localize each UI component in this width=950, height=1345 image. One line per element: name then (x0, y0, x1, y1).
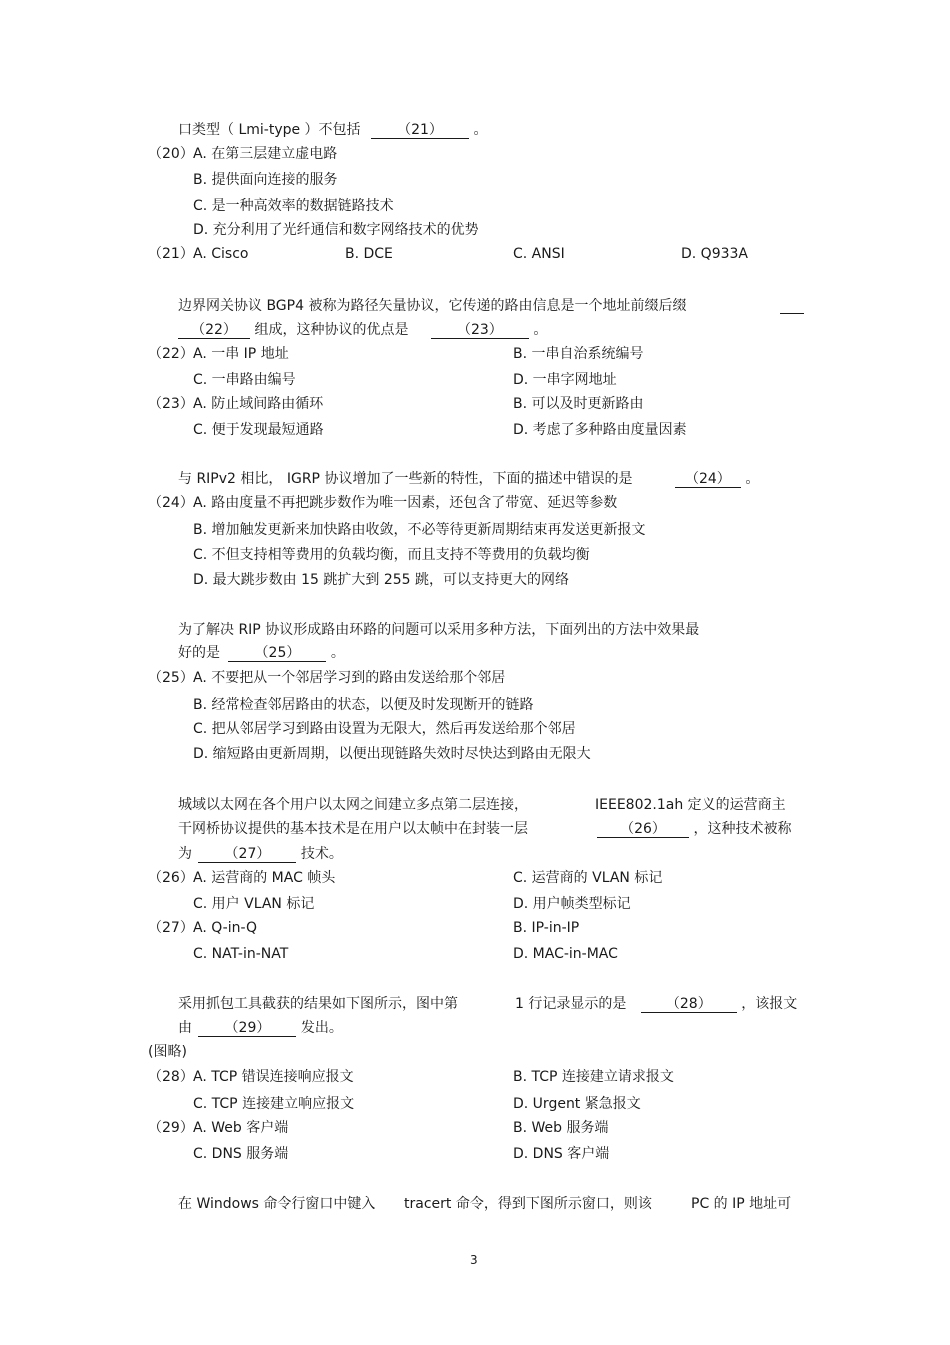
option-26-b: C. 运营商的 VLAN 标记 (513, 870, 663, 886)
answer-blank-26: （26） (597, 821, 689, 838)
option-21-d: D. Q933A (681, 246, 748, 262)
option-26-a: A. 运营商的 MAC 帧头 (193, 870, 336, 886)
stem-text: 与 RIPv2 相比， IGRP 协议增加了一些新的特性，下面的描述中错误的是 (178, 471, 633, 487)
figure-omitted-note: (图略) (148, 1044, 187, 1060)
option-25-b: B. 经常检查邻居路由的状态，以便及时发现断开的链路 (193, 697, 534, 713)
option-24-b: B. 增加触发更新来加快路由收敛，不必等待更新周期结束再发送更新报文 (193, 522, 646, 538)
option-21-c: C. ANSI (513, 246, 565, 262)
option-22-b: B. 一串自治系统编号 (513, 346, 644, 362)
option-23-a: A. 防止域间路由循环 (193, 396, 324, 412)
stem-text: ，这种技术被称 (693, 821, 792, 837)
answer-blank-23: （23） (431, 322, 529, 339)
stem-end: 。 (745, 471, 760, 487)
answer-blank-24: （24） (675, 471, 741, 488)
answer-blank-27: （27） (198, 846, 296, 863)
question-stem-26-b: IEEE802.1ah 定义的运营商主 (595, 797, 786, 813)
question-stem-28-line2 (178, 1019, 343, 1037)
option-22-d: D. 一串字网地址 (513, 372, 617, 388)
question-number-22: （22） (148, 346, 194, 362)
question-number-26: （26） (148, 870, 194, 886)
option-28-d: D. Urgent 紧急报文 (513, 1096, 641, 1112)
option-29-b: B. Web 服务端 (513, 1120, 609, 1136)
question-stem-26-line2b (597, 820, 791, 838)
question-stem-28: 采用抓包工具截获的结果如下图所示，图中第 (178, 996, 458, 1012)
option-20-d: D. 充分利用了光纤通信和数字网络技术的优势 (193, 222, 479, 238)
option-28-a: A. TCP 错误连接响应报文 (193, 1069, 354, 1085)
option-23-c: C. 便于发现最短通路 (193, 422, 324, 438)
option-27-d: D. MAC-in-MAC (513, 946, 618, 962)
option-25-a: A. 不要把从一个邻居学习到的路由发送给那个邻居 (193, 670, 506, 686)
stem-text: 口类型（ Lmi-type ）不包括 (178, 122, 361, 138)
answer-blank-29: （29） (198, 1020, 296, 1037)
question-stem-26-line3 (178, 845, 343, 863)
option-27-a: A. Q-in-Q (193, 920, 258, 936)
option-23-d: D. 考虑了多种路由度量因素 (513, 422, 687, 438)
question-stem-30: 在 Windows 命令行窗口中键入 (178, 1196, 376, 1212)
option-28-c: C. TCP 连接建立响应报文 (193, 1096, 355, 1112)
answer-blank-25: （25） (228, 645, 326, 662)
question-number-27: （27） (148, 920, 194, 936)
question-stem-25: 为了解决 RIP 协议形成路由环路的问题可以采用多种方法，下面列出的方法中效果最 (178, 622, 700, 638)
option-21-b: B. DCE (345, 246, 393, 262)
question-stem-22-line2 (178, 321, 547, 339)
question-number-20: （20） (148, 146, 194, 162)
question-stem-21 (178, 121, 487, 139)
question-stem-25-line2 (178, 644, 345, 662)
question-stem-24 (178, 470, 759, 488)
stem-end: 。 (473, 122, 488, 138)
stem-text: 为 (178, 846, 192, 862)
blank-continuation (780, 313, 804, 314)
option-27-b: B. IP-in-IP (513, 920, 580, 936)
option-28-b: B. TCP 连接建立请求报文 (513, 1069, 674, 1085)
option-25-c: C. 把从邻居学习到路由设置为无限大，然后再发送给那个邻居 (193, 721, 576, 737)
answer-blank-22: （22） (178, 322, 250, 339)
question-number-23: （23） (148, 396, 194, 412)
page-number: 3 (470, 1253, 478, 1267)
option-26-c: C. 用户 VLAN 标记 (193, 896, 315, 912)
answer-blank-28: （28） (641, 996, 737, 1013)
option-20-b: B. 提供面向连接的服务 (193, 172, 338, 188)
stem-text: 组成，这种协议的优点是 (254, 322, 409, 338)
stem-text: ，该报文 (741, 996, 798, 1012)
option-25-d: D. 缩短路由更新周期，以便出现链路失效时尽快达到路由无限大 (193, 746, 591, 762)
option-20-c: C. 是一种高效率的数据链路技术 (193, 198, 394, 214)
answer-blank-21: （21） (371, 122, 469, 139)
option-26-d: D. 用户帧类型标记 (513, 896, 631, 912)
stem-text: 1 行记录显示的是 (515, 996, 627, 1012)
option-29-c: C. DNS 服务端 (193, 1146, 289, 1162)
question-stem-26-line2: 干网桥协议提供的基本技术是在用户以太帧中在封装一层 (178, 821, 528, 837)
question-number-24: （24） (148, 495, 194, 511)
question-stem-22: 边界网关协议 BGP4 被称为路径矢量协议，它传递的路由信息是一个地址前缀后缀 (178, 298, 687, 314)
question-number-28: （28） (148, 1069, 194, 1085)
question-stem-28-b (515, 995, 797, 1013)
option-24-c: C. 不但支持相等费用的负载均衡，而且支持不等费用的负载均衡 (193, 547, 590, 563)
option-23-b: B. 可以及时更新路由 (513, 396, 644, 412)
stem-text: 技术。 (300, 846, 343, 862)
question-stem-30-c: PC 的 IP 地址可 (691, 1196, 792, 1212)
option-20-a: A. 在第三层建立虚电路 (193, 146, 338, 162)
question-stem-30-b: tracert 命令，得到下图所示窗口，则该 (404, 1196, 652, 1212)
option-29-d: D. DNS 客户端 (513, 1146, 610, 1162)
stem-end: 。 (533, 322, 548, 338)
stem-text: 发出。 (300, 1020, 343, 1036)
question-number-21: （21） (148, 246, 194, 262)
question-number-29: （29） (148, 1120, 194, 1136)
question-stem-26: 城域以太网在各个用户以太网之间建立多点第二层连接， (178, 797, 528, 813)
stem-text: 好的是 (178, 645, 220, 661)
option-29-a: A. Web 客户端 (193, 1120, 289, 1136)
option-24-a: A. 路由度量不再把跳步数作为唯一因素，还包含了带宽、延迟等参数 (193, 495, 618, 511)
option-24-d: D. 最大跳步数由 15 跳扩大到 255 跳，可以支持更大的网络 (193, 572, 570, 588)
question-number-25: （25） (148, 670, 194, 686)
stem-text: 由 (178, 1020, 192, 1036)
option-22-a: A. 一串 IP 地址 (193, 346, 289, 362)
stem-end: 。 (330, 645, 345, 661)
option-21-a: A. Cisco (193, 246, 249, 262)
option-27-c: C. NAT-in-NAT (193, 946, 289, 962)
option-22-c: C. 一串路由编号 (193, 372, 296, 388)
